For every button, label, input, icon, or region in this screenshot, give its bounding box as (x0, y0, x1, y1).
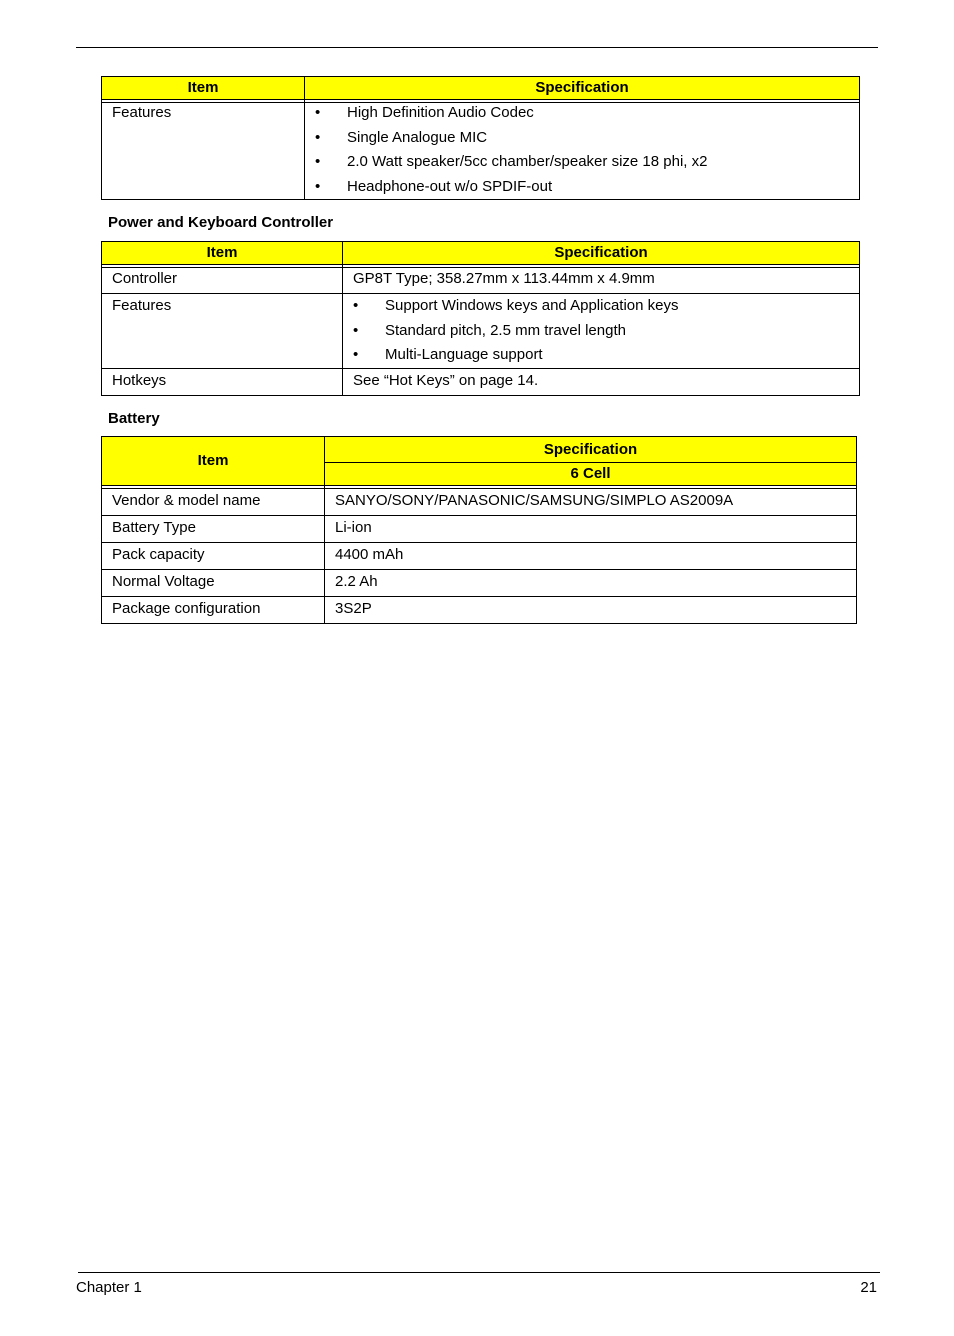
bullet-list (353, 294, 849, 368)
header-item: Item (102, 437, 325, 486)
list-item: • High Definition Audio Codec (315, 101, 849, 126)
item-cell: Pack capacity (102, 543, 325, 570)
item-cell: Package configuration (102, 597, 325, 624)
header-item: Item (102, 242, 343, 265)
table-row (102, 103, 860, 200)
keyboard-spec-table (101, 241, 860, 396)
header-specification: Specification (325, 437, 857, 463)
list-item: • Multi-Language support (353, 343, 849, 368)
section-title-keyboard: Power and Keyboard Controller (108, 214, 334, 231)
spec-cell: 4400 mAh (325, 543, 857, 570)
section-title-battery: Battery (108, 410, 160, 427)
item-cell: Battery Type (102, 516, 325, 543)
audio-spec-table (101, 76, 860, 200)
page-number: 21 (860, 1279, 877, 1296)
list-item: • Standard pitch, 2.5 mm travel length (353, 319, 849, 344)
header-specification: Specification (343, 242, 860, 265)
table-row (102, 597, 857, 624)
header-item: Item (102, 77, 305, 100)
spec-cell: SANYO/SONY/PANASONIC/SAMSUNG/SIMPLO AS2009A (325, 489, 857, 516)
table-row (102, 294, 860, 369)
bullet-list (315, 101, 849, 199)
list-item: • 2.0 Watt speaker/5cc chamber/speaker size 18 phi, x2 (315, 150, 849, 175)
table-row (102, 368, 860, 395)
list-item: • Single Analogue MIC (315, 126, 849, 151)
table-header-row (102, 437, 857, 463)
table-row (102, 543, 857, 570)
table-row (102, 268, 860, 294)
footer-chapter: Chapter 1 (76, 1279, 142, 1296)
table-header-row (102, 77, 860, 100)
item-cell: Vendor & model name (102, 489, 325, 516)
item-cell: Features (102, 103, 305, 200)
spec-cell: 2.2 Ah (325, 570, 857, 597)
header-specification: Specification (305, 77, 860, 100)
header-6-cell: 6 Cell (325, 463, 857, 486)
list-item: • Headphone-out w/o SPDIF-out (315, 175, 849, 200)
table-header-row (102, 242, 860, 265)
item-cell: Controller (102, 268, 343, 294)
spec-cell: Li-ion (325, 516, 857, 543)
list-item: • Support Windows keys and Application keys (353, 294, 849, 319)
item-cell: Hotkeys (102, 368, 343, 395)
spec-cell: See “Hot Keys” on page 14. (343, 368, 860, 395)
footer-rule (78, 1272, 880, 1273)
spec-cell (343, 294, 860, 369)
table-row (102, 516, 857, 543)
item-cell: Features (102, 294, 343, 369)
spec-cell: 3S2P (325, 597, 857, 624)
table-row (102, 489, 857, 516)
table-row (102, 570, 857, 597)
header-rule (76, 47, 878, 48)
spec-cell: GP8T Type; 358.27mm x 113.44mm x 4.9mm (343, 268, 860, 294)
item-cell: Normal Voltage (102, 570, 325, 597)
spec-cell (305, 103, 860, 200)
battery-spec-table (101, 436, 857, 624)
